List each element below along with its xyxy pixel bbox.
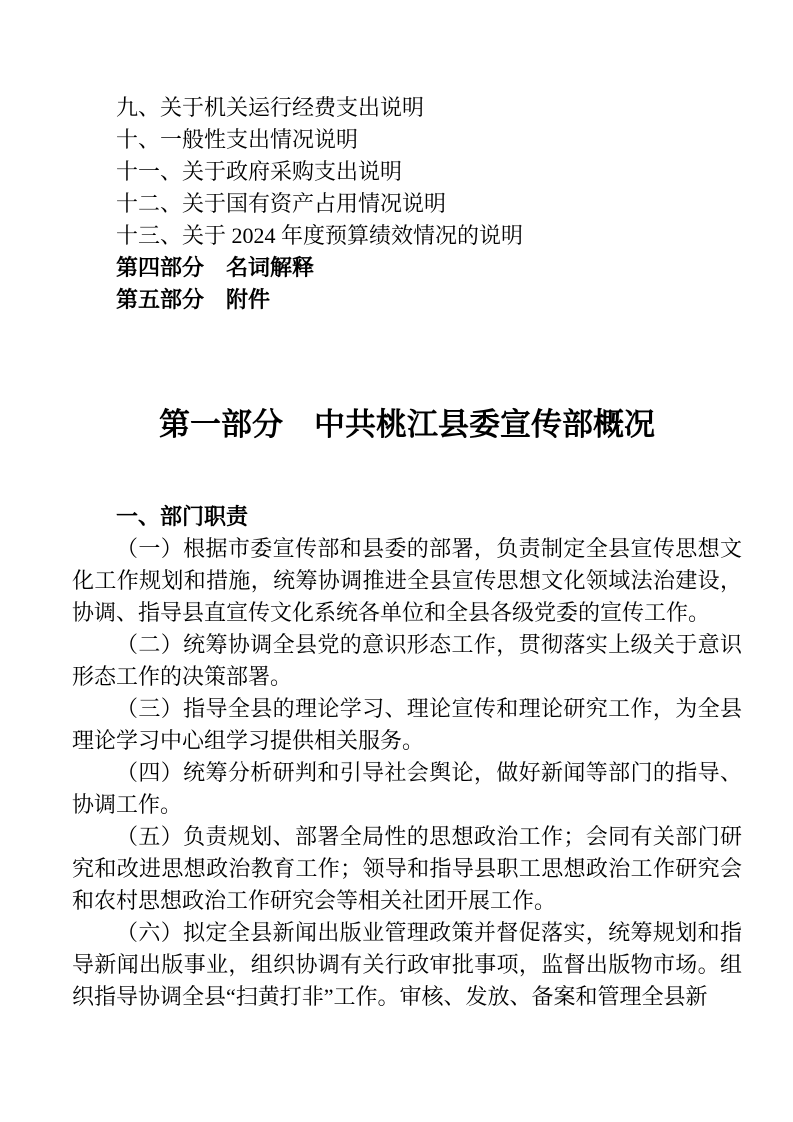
paragraph: （二）统筹协调全县党的意识形态工作，贯彻落实上级关于意识形态工作的决策部署。 (72, 632, 742, 689)
paragraph: （六）拟定全县新闻出版业管理政策并督促落实，统筹规划和指导新闻出版事业，组织协调有关行政审批事项，监督出版物市场。组织指导协调全县“扫黄打非”工作。审核、发放、备案和管理全县新 (72, 920, 742, 1009)
paragraph: （四）统筹分析研判和引导社会舆论，做好新闻等部门的指导、协调工作。 (72, 760, 742, 817)
toc-continuation (72, 92, 742, 316)
toc-part-heading: 第五部分 附件 (116, 287, 271, 312)
toc-item: 十三、关于 2024 年度预算绩效情况的说明 (116, 223, 524, 248)
paragraph: （三）指导全县的理论学习、理论宣传和理论研究工作，为全县理论学习中心组学习提供相关服务。 (72, 696, 742, 753)
toc-item: 十一、关于政府采购支出说明 (116, 159, 403, 184)
toc-item: 十、一般性支出情况说明 (116, 127, 359, 152)
paragraph: （五）负责规划、部署全局性的思想政治工作；会同有关部门研究和改进思想政治教育工作；领导和指导县职工思想政治工作研究会和农村思想政治工作研究会等相关社团开展工作。 (72, 824, 742, 913)
toc-item: 十二、关于国有资产占用情况说明 (116, 191, 447, 216)
toc-part-heading: 第四部分 名词解释 (116, 255, 315, 280)
toc-item: 九、关于机关运行经费支出说明 (116, 95, 425, 120)
section-heading: 一、部门职责 (116, 504, 249, 529)
document-title: 第一部分 中共桃江县委宣传部概况 (159, 407, 655, 442)
paragraph: （一）根据市委宣传部和县委的部署，负责制定全县宣传思想文化工作规划和措施，统筹协调推进全县宣传思想文化领域法治建设，协调、指导县直宣传文化系统各单位和全县各级党委的宣传工作。 (72, 536, 742, 625)
